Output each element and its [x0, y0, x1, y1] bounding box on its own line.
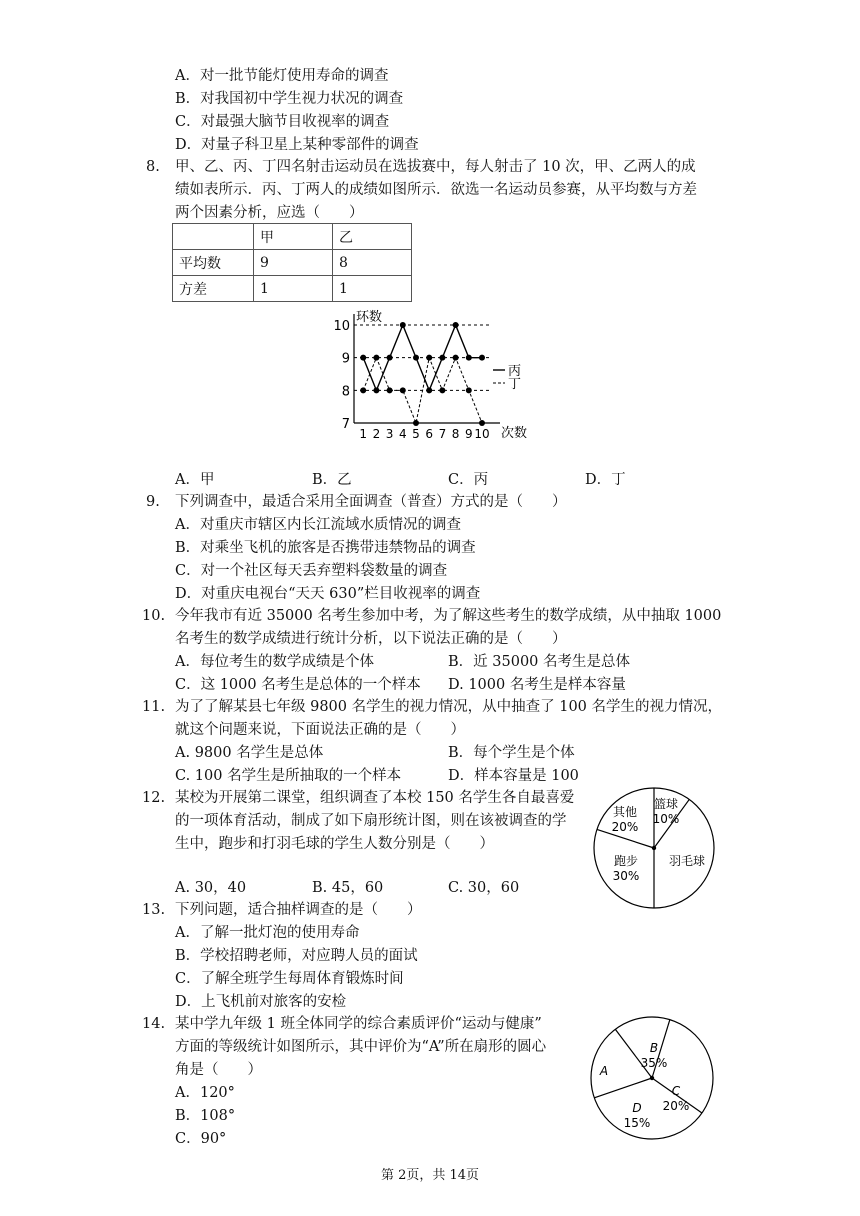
data-point [373, 387, 379, 393]
x-tick-label: 10 [474, 427, 490, 441]
q14-stem-line-2: 方面的等级统计如图所示，其中评价为“A”所在扇形的圆心 [175, 1039, 547, 1055]
q11-option-a: A. 9800 名学生是总体 [175, 745, 324, 761]
y-tick-label: 10 [333, 319, 350, 334]
q8-option-a: A．甲 [175, 472, 215, 488]
data-point [479, 355, 485, 361]
q13-stem: 下列问题，适合抽样调查的是（ ） [175, 902, 422, 918]
q13-option-b: B．学校招聘老师，对应聘人员的面试 [175, 948, 418, 964]
data-point [439, 387, 445, 393]
data-point [413, 355, 419, 361]
pie-label: 15% [623, 1116, 651, 1130]
q10-number: 10. [142, 608, 166, 624]
x-tick-label: 6 [425, 427, 434, 441]
q8-stem-line-2: 绩如表所示．丙、丁两人的成绩如图所示．欲选一名运动员参赛，从平均数与方差 [175, 182, 697, 198]
q10-option-d: D. 1000 名考生是样本容量 [448, 677, 626, 693]
pie-label: 篮球 [653, 797, 679, 811]
table-row [173, 250, 412, 276]
x-tick-label: 3 [385, 427, 394, 441]
q14-pie-chart [588, 1016, 716, 1140]
data-point [426, 355, 432, 361]
q12-number: 12. [142, 790, 166, 806]
pie-slice-edge [615, 1029, 652, 1078]
pie-label: B [649, 1041, 659, 1055]
q7-option-b: B．对我国初中学生视力状况的调查 [175, 91, 404, 107]
pie-label: C [671, 1084, 681, 1098]
data-point [387, 355, 393, 361]
pie-center [652, 846, 656, 850]
x-tick-label: 1 [359, 427, 368, 441]
data-point [413, 420, 419, 426]
q7-option-c: C．对最强大脑节目收视率的调查 [175, 114, 390, 130]
table-cell: 8 [333, 250, 412, 276]
q12-stem-line-2: 的一项体育活动，制成了如下扇形统计图，则在该被调查的学 [175, 813, 567, 829]
data-point [453, 322, 459, 328]
q11-stem-line-2: 就这个问题来说，下面说法正确的是（ ） [175, 722, 465, 738]
q8-stem-line-1: 甲、乙、丙、丁四名射击运动员在选拔赛中，每人射击了 10 次，甲、乙两人的成 [175, 159, 696, 175]
x-tick-label: 4 [398, 427, 407, 441]
q13-option-d: D．上飞机前对旅客的安检 [175, 994, 347, 1010]
q12-option-a: A. 30，40 [175, 880, 247, 896]
pie-label: 35% [640, 1056, 668, 1070]
data-point [466, 387, 472, 393]
data-point [400, 322, 406, 328]
data-point [426, 387, 432, 393]
q7-option-a: A．对一批节能灯使用寿命的调查 [175, 68, 389, 84]
legend-label-ding: 丁 [508, 377, 522, 392]
q10-option-a: A．每位考生的数学成绩是个体 [175, 654, 374, 670]
page-footer: 第 2页，共 14页 [380, 1168, 480, 1183]
x-axis-label: 次数 [501, 426, 528, 441]
data-point [360, 387, 366, 393]
q14-stem-line-1: 某中学九年级 1 班全体同学的综合素质评价“运动与健康” [175, 1016, 542, 1032]
q12-stem-line-1: 某校为开展第二课堂，组织调查了本校 150 名学生各自最喜爱 [175, 790, 575, 806]
q9-option-d: D．对重庆电视台“天天 630”栏目收视率的调查 [175, 586, 481, 602]
q10-option-c: C．这 1000 名考生是总体的一个样本 [175, 677, 421, 693]
pie-label: D [632, 1101, 642, 1115]
y-tick-label: 8 [341, 384, 350, 400]
table-cell: 甲 [254, 224, 333, 250]
pie-label: 羽毛球 [668, 854, 706, 868]
data-point [400, 387, 406, 393]
pie-label: 20% [662, 1099, 690, 1113]
q11-number: 11. [142, 699, 166, 715]
q9-option-b: B．对乘坐飞机的旅客是否携带违禁物品的调查 [175, 540, 476, 556]
q14-option-c: C．90° [175, 1131, 227, 1147]
table-cell: 1 [254, 276, 333, 302]
q12-pie-chart [592, 786, 716, 910]
q12-stem-line-3: 生中，跑步和打羽毛球的学生人数分别是（ ） [175, 836, 494, 852]
q8-option-d: D．丁 [585, 472, 626, 488]
data-point [360, 355, 366, 361]
pie-label: 10% [652, 812, 680, 826]
q8-stem-line-3: 两个因素分析，应选（ ） [175, 205, 364, 221]
q10-stem-line-2: 名考生的数学成绩进行统计分析，以下说法正确的是（ ） [175, 631, 567, 647]
q14-option-a: A．120° [175, 1085, 235, 1101]
q13-number: 13. [142, 902, 166, 918]
q9-stem: 下列调查中，最适合采用全面调查（普查）方式的是（ ） [175, 494, 567, 510]
y-tick-label: 7 [341, 417, 350, 432]
table-cell: 9 [254, 250, 333, 276]
legend-label-bing: 丙 [508, 364, 522, 379]
q8-line-chart [330, 308, 545, 450]
q7-option-d: D．对量子科卫星上某种零部件的调查 [175, 137, 419, 153]
data-point [387, 387, 393, 393]
q9-option-a: A．对重庆市辖区内长江流域水质情况的调查 [175, 517, 461, 533]
q11-option-b: B．每个学生是个体 [448, 745, 575, 761]
q12-option-b: B. 45，60 [312, 880, 384, 896]
q9-number: 9. [146, 494, 160, 510]
q14-number: 14. [142, 1016, 166, 1032]
q10-stem-line-1: 今年我市有近 35000 名考生参加中考，为了解这些考生的数学成绩，从中抽取 1000 [175, 608, 722, 624]
q11-option-d: D．样本容量是 100 [448, 768, 579, 784]
q8-option-c: C．丙 [448, 472, 489, 488]
q8-number: 8. [146, 159, 160, 175]
pie-center [650, 1076, 654, 1080]
q14-stem-line-3: 角是（ ） [175, 1062, 262, 1078]
q13-option-a: A．了解一批灯泡的使用寿命 [175, 925, 360, 941]
x-tick-label: 5 [412, 427, 420, 441]
x-tick-label: 7 [438, 427, 447, 441]
q12-option-c: C. 30，60 [448, 880, 520, 896]
data-point [453, 355, 459, 361]
table-cell: 平均数 [173, 250, 254, 276]
data-point [479, 420, 485, 426]
table-header-row [173, 224, 412, 250]
table-row [173, 276, 412, 302]
pie-label: A [599, 1064, 609, 1078]
q14-option-b: B．108° [175, 1108, 236, 1124]
pie-label: 30% [612, 869, 640, 883]
data-point [439, 355, 445, 361]
q10-option-b: B．近 35000 名考生是总体 [448, 654, 630, 670]
table-cell: 乙 [333, 224, 412, 250]
q8-score-table [172, 223, 412, 302]
data-point [373, 355, 379, 361]
table-cell [173, 224, 254, 250]
q11-stem-line-1: 为了了解某县七年级 9800 名学生的视力情况，从中抽查了 100 名学生的视力情况， [175, 699, 723, 715]
q8-option-b: B．乙 [312, 472, 352, 488]
q11-option-c: C. 100 名学生是所抽取的一个样本 [175, 768, 402, 784]
q13-option-c: C．了解全班学生每周体育锻炼时间 [175, 971, 404, 987]
x-tick-label: 9 [464, 427, 473, 441]
x-tick-label: 2 [372, 427, 381, 441]
y-axis-label: 环数 [356, 310, 383, 325]
x-tick-label: 8 [451, 427, 460, 441]
data-point [466, 355, 472, 361]
pie-slice-edge [594, 1078, 652, 1098]
pie-label: 跑步 [613, 854, 639, 868]
pie-label: 其他 [612, 805, 638, 819]
q9-option-c: C．对一个社区每天丢弃塑料袋数量的调查 [175, 563, 448, 579]
pie-label: 20% [611, 820, 639, 834]
y-tick-label: 9 [341, 351, 350, 367]
table-cell: 1 [333, 276, 412, 302]
table-cell: 方差 [173, 276, 254, 302]
